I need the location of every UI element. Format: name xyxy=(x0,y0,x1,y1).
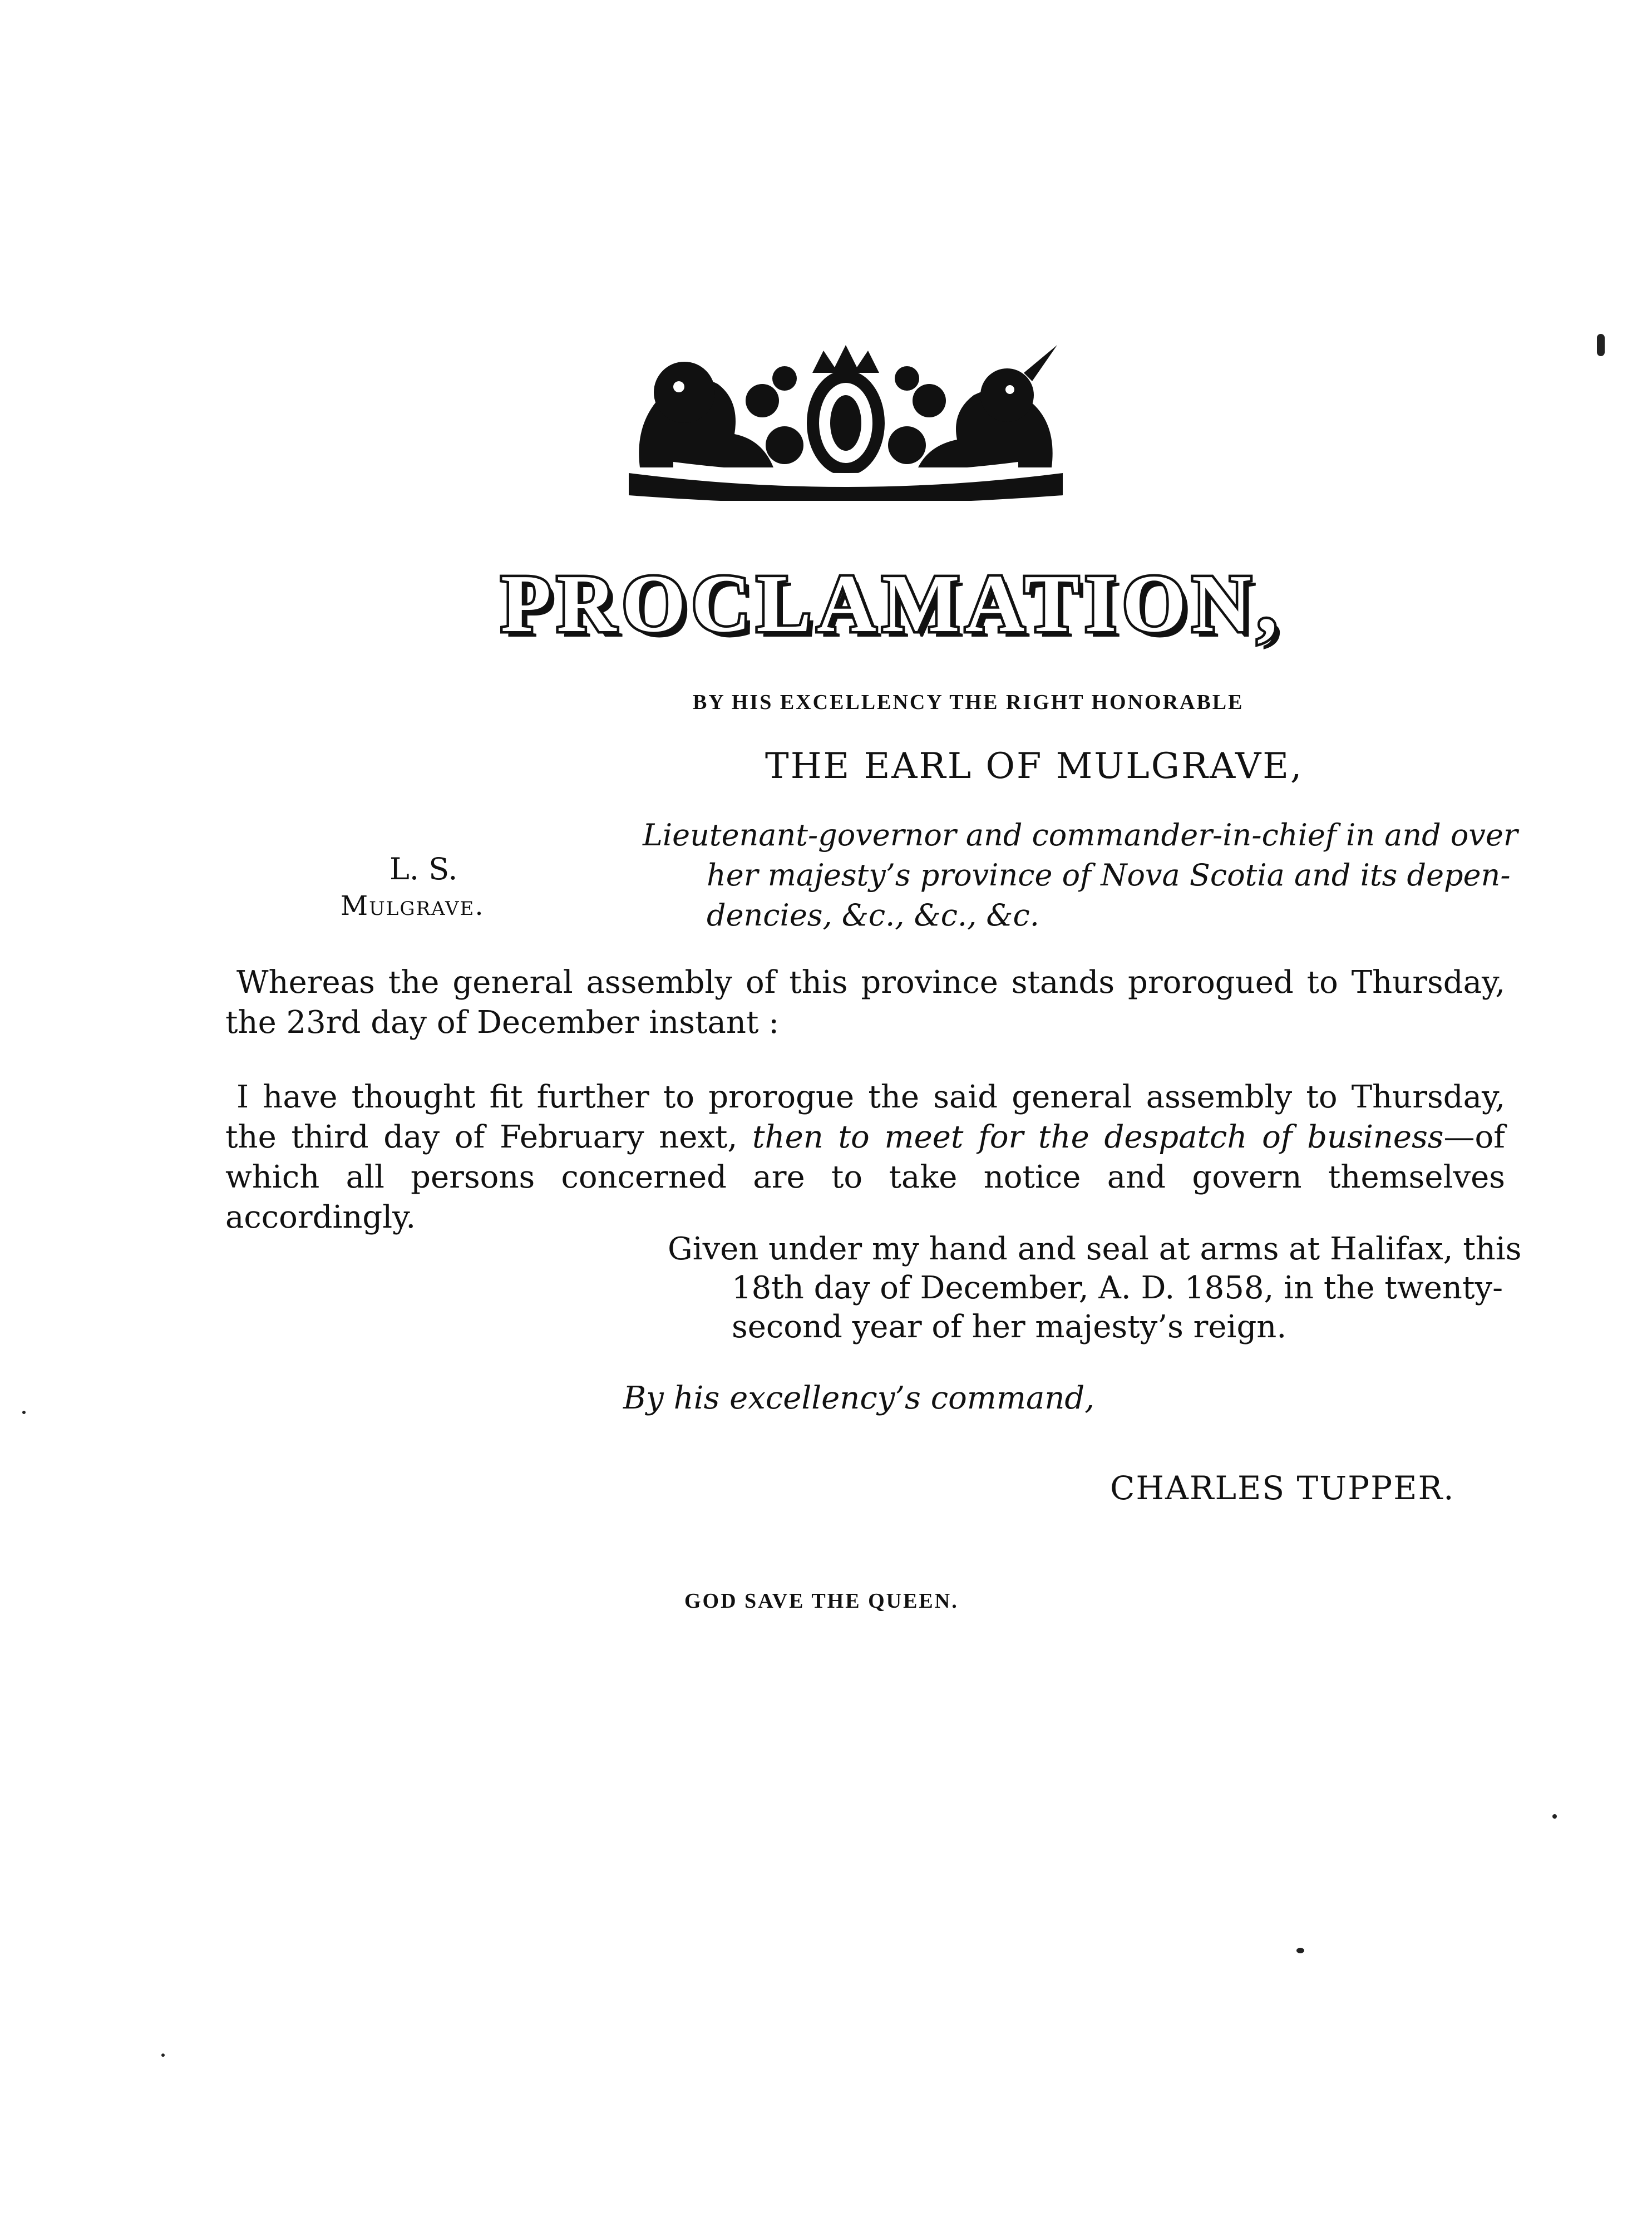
given-block xyxy=(668,1230,1522,1347)
title-line-3: dencies, &c., &c., &c. xyxy=(707,898,1039,933)
whereas-paragraph: Whereas the general assembly of this province stands prorogued to Thursday, the 23rd day of December instant : xyxy=(225,964,1505,1041)
seal-ls: L. S. xyxy=(389,851,458,887)
title-line-1: Lieutenant-governor and commander-in-chief in and over xyxy=(643,817,1518,853)
paragraph-2-italic: then to meet for the despatch of business xyxy=(752,1119,1444,1155)
given-line-2: 18th day of December, A. D. 1858, in the twenty- xyxy=(732,1270,1503,1306)
signer-name: CHARLES TUPPER. xyxy=(1110,1469,1455,1507)
paragraph-2-start: I have thought fit further to prorogue the said general assembly to Thursday, the third day of February next, xyxy=(225,1079,1505,1155)
governor-title-block xyxy=(643,815,1518,935)
by-his-excellency-line: BY HIS EXCELLENCY THE RIGHT HONORABLE xyxy=(693,691,1244,714)
given-line-3: second year of her majesty’s reign. xyxy=(732,1309,1287,1345)
command-line: By his excellency’s command, xyxy=(623,1380,1095,1416)
seal-name: Mulgrave. xyxy=(341,890,485,922)
given-line-1: Given under my hand and seal at arms at Halifax, this xyxy=(668,1231,1522,1267)
scan-speck xyxy=(22,1411,26,1414)
earl-name: THE EARL OF MULGRAVE, xyxy=(765,746,1304,787)
title-line-2: her majesty’s province of Nova Scotia and its depen- xyxy=(707,858,1511,893)
royal-crest-image xyxy=(618,334,1074,501)
prorogation-paragraph xyxy=(225,1077,1505,1238)
scan-speck xyxy=(161,2053,165,2057)
closing-line: GOD SAVE THE QUEEN. xyxy=(684,1589,959,1613)
scan-speck xyxy=(1296,1948,1304,1953)
paragraph-2-end: —of which all persons concerned are to take notice and govern themselves accordingly. xyxy=(225,1119,1505,1235)
scan-speck xyxy=(1552,1814,1557,1819)
scan-speck xyxy=(1597,334,1605,356)
proclamation-heading: PROCLAMATION, xyxy=(501,558,1283,649)
